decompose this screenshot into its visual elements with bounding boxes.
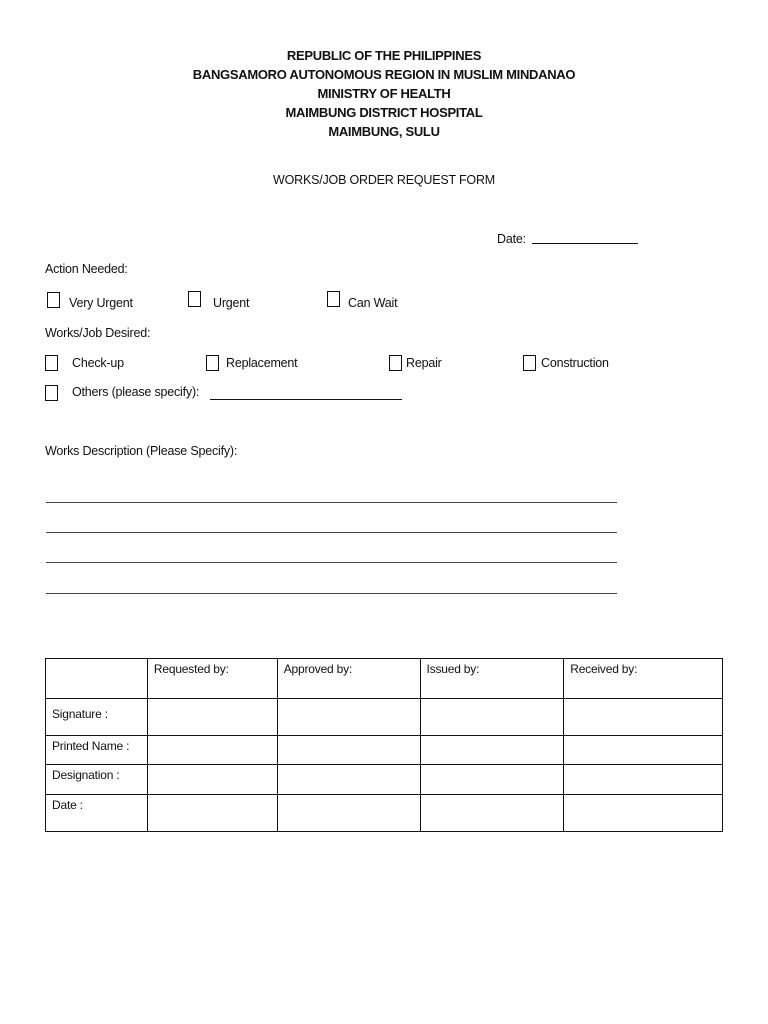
checkbox-construction-label: Construction	[541, 356, 609, 370]
column-issued-by: Issued by:	[420, 659, 564, 699]
works-description-label: Works Description (Please Specify):	[45, 444, 238, 458]
designation-requested-cell[interactable]	[147, 765, 277, 795]
column-requested-by: Requested by:	[147, 659, 277, 699]
date-label: Date:	[497, 232, 526, 246]
date-field[interactable]	[532, 243, 638, 244]
signature-requested-cell[interactable]	[147, 699, 277, 736]
header-location: MAIMBUNG, SULU	[328, 124, 440, 139]
date-issued-cell[interactable]	[420, 795, 564, 832]
checkbox-check-up-label: Check-up	[72, 356, 124, 370]
column-received-by: Received by:	[564, 659, 723, 699]
approval-table	[45, 658, 723, 832]
description-line-2[interactable]	[46, 532, 617, 533]
description-line-1[interactable]	[46, 502, 617, 503]
checkbox-can-wait[interactable]	[327, 291, 340, 307]
date-received-cell[interactable]	[564, 795, 723, 832]
checkbox-check-up[interactable]	[45, 355, 58, 371]
printed-name-approved-cell[interactable]	[277, 736, 420, 765]
checkbox-repair-label: Repair	[406, 356, 442, 370]
date-approved-cell[interactable]	[277, 795, 420, 832]
others-specify-field[interactable]	[210, 399, 402, 400]
checkbox-very-urgent[interactable]	[47, 292, 60, 308]
signature-approved-cell[interactable]	[277, 699, 420, 736]
printed-name-requested-cell[interactable]	[147, 736, 277, 765]
table-row	[46, 765, 723, 795]
printed-name-received-cell[interactable]	[564, 736, 723, 765]
table-row	[46, 699, 723, 736]
checkbox-replacement-label: Replacement	[226, 356, 298, 370]
action-needed-heading: Action Needed:	[45, 262, 128, 276]
checkbox-repair[interactable]	[389, 355, 402, 371]
checkbox-very-urgent-label: Very Urgent	[69, 296, 133, 310]
checkbox-urgent-label: Urgent	[213, 296, 250, 310]
form-title: WORKS/JOB ORDER REQUEST FORM	[273, 173, 495, 187]
designation-approved-cell[interactable]	[277, 765, 420, 795]
header-republic: REPUBLIC OF THE PHILIPPINES	[286, 48, 482, 63]
designation-received-cell[interactable]	[564, 765, 723, 795]
checkbox-can-wait-label: Can Wait	[348, 296, 398, 310]
checkbox-construction[interactable]	[523, 355, 536, 371]
designation-issued-cell[interactable]	[420, 765, 564, 795]
checkbox-others-label: Others (please specify):	[72, 385, 200, 399]
header-region: BANGSAMORO AUTONOMOUS REGION IN MUSLIM MINDANAO	[192, 67, 576, 82]
row-label-signature: Signature :	[46, 699, 148, 736]
table-row	[46, 795, 723, 832]
checkbox-urgent[interactable]	[188, 291, 201, 307]
description-line-4[interactable]	[46, 593, 617, 594]
row-label-designation: Designation :	[46, 765, 148, 795]
signature-received-cell[interactable]	[564, 699, 723, 736]
table-header-row	[46, 659, 723, 699]
row-label-date: Date :	[46, 795, 148, 832]
date-requested-cell[interactable]	[147, 795, 277, 832]
printed-name-issued-cell[interactable]	[420, 736, 564, 765]
table-row	[46, 736, 723, 765]
column-approved-by: Approved by:	[277, 659, 420, 699]
checkbox-others[interactable]	[45, 385, 58, 401]
description-line-3[interactable]	[46, 562, 617, 563]
works-desired-heading: Works/Job Desired:	[45, 326, 151, 340]
header-ministry: MINISTRY OF HEALTH	[317, 86, 451, 101]
signature-issued-cell[interactable]	[420, 699, 564, 736]
checkbox-replacement[interactable]	[206, 355, 219, 371]
header-hospital: MAIMBUNG DISTRICT HOSPITAL	[285, 105, 483, 120]
table-corner-cell	[46, 659, 148, 699]
row-label-printed-name: Printed Name :	[46, 736, 148, 765]
